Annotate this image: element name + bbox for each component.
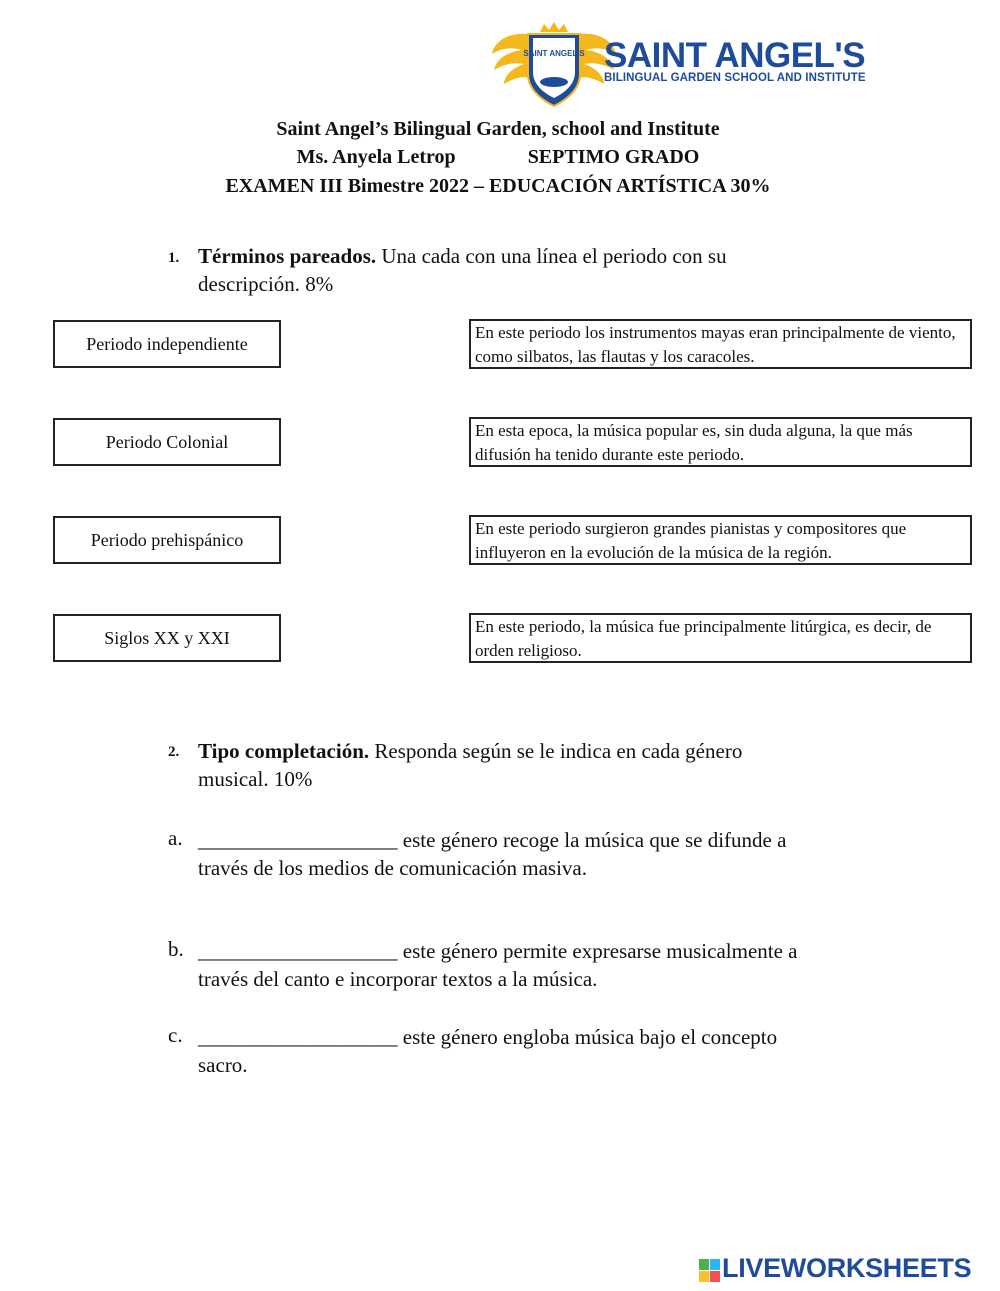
item-a (198, 826, 786, 882)
answer-blank-c[interactable]: ___________________ (198, 1025, 398, 1049)
question2-number: 2. (168, 744, 180, 760)
description-text: En esta epoca, la música popular es, sin duda alguna, la que más difusión ha tenido durante este periodo. (475, 421, 913, 464)
question1-title: Términos pareados. (198, 244, 377, 268)
item-c (198, 1023, 777, 1079)
item-a-text2: través de los medios de comunicación masiva. (198, 856, 587, 880)
question2-title: Tipo completación. (198, 739, 370, 763)
item-c-letter: c. (168, 1023, 183, 1047)
liveworksheets-brand: LIVEWORKSHEETS (722, 1253, 972, 1283)
item-b-text: este género permite expresarse musicalmente a (397, 939, 798, 963)
item-a-letter: a. (168, 826, 183, 850)
question2-prompt (198, 737, 838, 793)
description-text: En este periodo surgieron grandes pianistas y compositores que influyeron en la evolución de la música de la región. (475, 519, 907, 562)
header-teacher-grade (0, 146, 996, 169)
logo-school-subtitle: BILINGUAL GARDEN SCHOOL AND INSTITUTE (604, 72, 866, 84)
term-label: Periodo independiente (86, 333, 248, 354)
answer-blank-b[interactable]: ___________________ (198, 939, 398, 963)
header-school: Saint Angel’s Bilingual Garden, school and Institute (276, 118, 720, 140)
term-label: Periodo prehispánico (90, 529, 244, 550)
term-label: Periodo Colonial (105, 431, 229, 452)
term-box-4[interactable] (53, 614, 281, 662)
description-text: En este periodo, la música fue principalmente litúrgica, es decir, de orden religioso. (475, 617, 932, 660)
header-exam: EXAMEN III Bimestre 2022 – EDUCACIÓN ARTÍSTICA 30% (225, 175, 771, 197)
question2-instruction: Responda según se le indica en cada género (374, 739, 743, 763)
description-box-1[interactable] (469, 319, 972, 369)
header-grade: SEPTIMO GRADO (527, 146, 700, 168)
crest-text: SAINT ANGEL'S (523, 49, 585, 58)
liveworksheets-logo-icon (699, 1259, 721, 1283)
item-b (198, 937, 797, 993)
description-box-3[interactable] (469, 515, 972, 565)
description-box-4[interactable] (469, 613, 972, 663)
item-b-letter: b. (168, 937, 184, 961)
item-c-text: este género engloba música bajo el concepto (397, 1025, 778, 1049)
logo-school-name: SAINT ANGEL'S (604, 36, 866, 75)
item-c-text2: sacro. (198, 1053, 248, 1077)
item-b-text2: través del canto e incorporar textos a la música. (198, 967, 598, 991)
description-text: En este periodo los instrumentos mayas eran principalmente de viento, como silbatos, las flautas y los caracoles. (475, 323, 956, 366)
term-label: Siglos XX y XXI (104, 627, 230, 648)
term-box-3[interactable] (53, 516, 281, 564)
header-teacher: Ms. Anyela Letrop (296, 146, 456, 168)
question1-number: 1. (168, 250, 180, 266)
term-box-1[interactable] (53, 320, 281, 368)
term-box-2[interactable] (53, 418, 281, 466)
question2-instruction2: musical. 10% (198, 767, 313, 791)
answer-blank-a[interactable]: ___________________ (198, 828, 398, 852)
item-a-text: este género recoge la música que se difunde a (397, 828, 787, 852)
question1-instruction2: descripción. 8% (198, 272, 334, 296)
question1-prompt (198, 242, 838, 298)
description-box-2[interactable] (469, 417, 972, 467)
crown-icon (540, 22, 568, 32)
question1-instruction: Una cada con una línea el periodo con su (381, 244, 727, 268)
